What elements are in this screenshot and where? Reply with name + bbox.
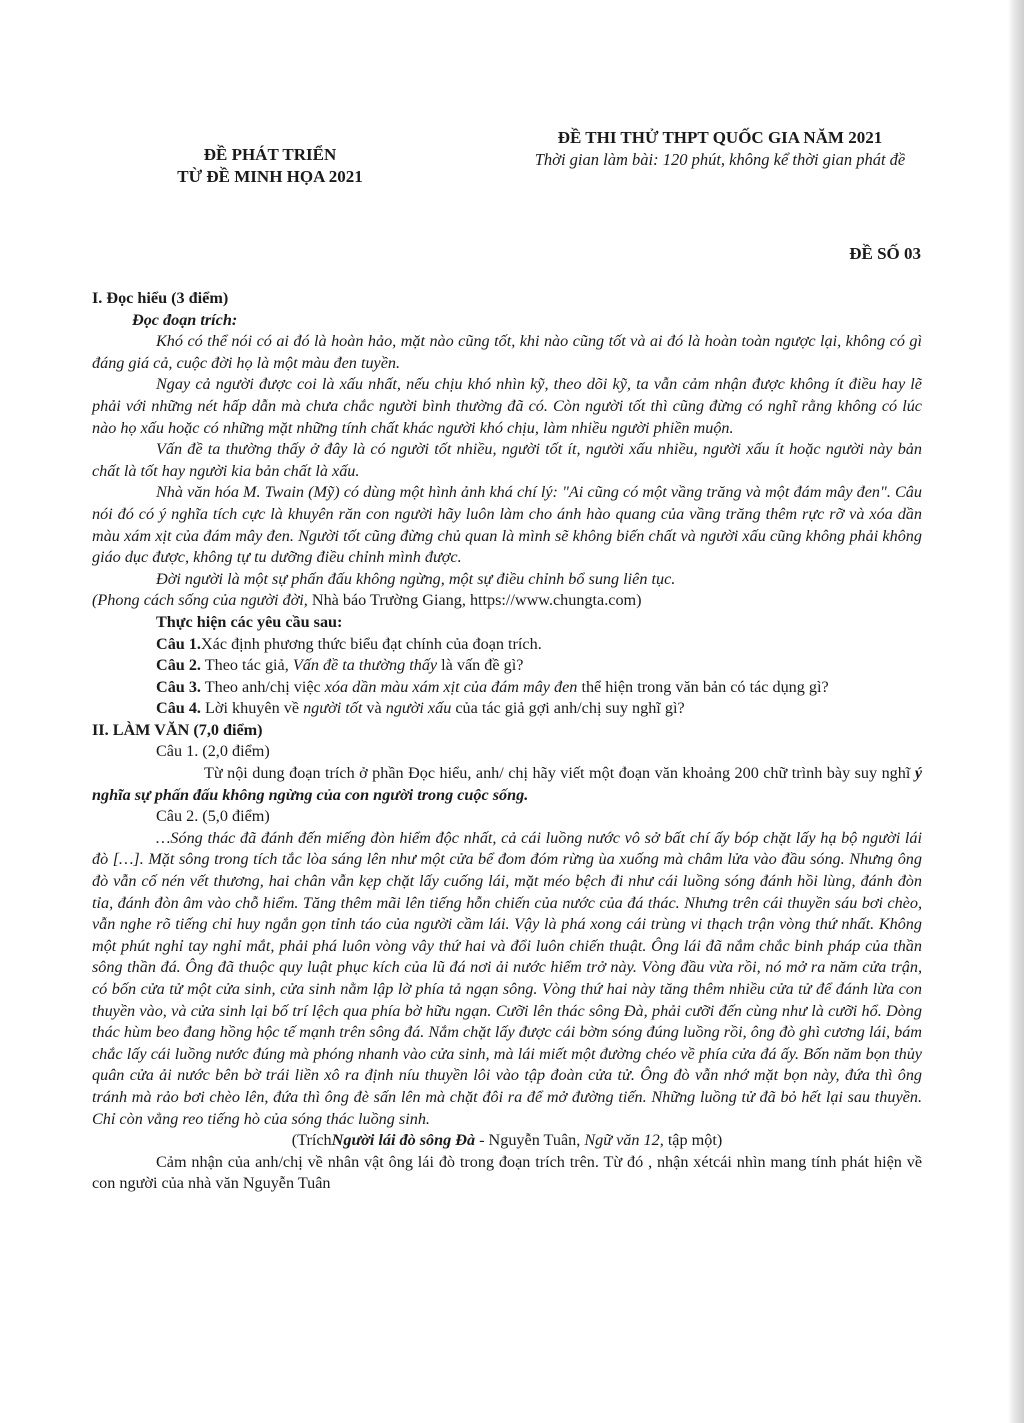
question-4-text-end: của tác giả gợi anh/chị suy nghĩ gì? [451,699,685,718]
part2-heading: II. LÀM VĂN (7,0 điểm) [92,720,263,739]
question-3-label: Câu 3. [156,677,201,696]
read-excerpt-label: Đọc đoạn trích: [132,310,238,329]
question-3-text: Theo anh/chị việc [200,677,325,696]
exam-source-header [100,144,440,188]
passage-paragraph: Nhà văn hóa M. Twain (Mỹ) có dùng một hình ảnh khá chí lý: "Ai cũng có một vầng trăng và một đám mây đen". Câu nói đó có ý nghĩa tích cực là khuyên răn con người hãy luôn làm cho ánh hào quang của vầng trăng thêm rực rỡ và xóa dần màu xám xịt của đám mây đen. Người tốt cũng đừng chủ quan là mình sẽ không biến chất và người xấu cũng không phải không giáo dục được, không tự tu dưỡng điều chỉnh mình được. [92,483,922,567]
question-1 [92,634,922,656]
question-4 [92,698,922,720]
source-title: (Phong cách sống của người đời, [92,591,308,610]
citation-volume: tập một) [663,1131,723,1150]
exam-number: ĐỀ SỐ 03 [849,244,921,263]
question-4-text-mid: và [362,699,386,718]
citation-prefix: (Trích [291,1131,332,1150]
citation-title: Người lái đò sông Đà [331,1131,476,1150]
question-2-label: Câu 2. [156,656,201,675]
exam-title: ĐỀ THI THỬ THPT QUỐC GIA NĂM 2021 [557,128,883,147]
question-1-text: Xác định phương thức biểu đạt chính của đoạn trích. [200,634,542,653]
excerpt-citation [92,1130,922,1152]
passage-paragraph: Đời người là một sự phấn đấu không ngừng, một sự điều chỉnh bổ sung liên tục. [156,569,676,588]
tasks-heading: Thực hiện các yêu cầu sau: [156,612,343,631]
citation-author: - Nguyễn Tuân, [475,1131,585,1150]
page-edge-shadow [1008,0,1024,1423]
source-author: Nhà báo Trường Giang, https://www.chungta.com) [307,591,642,610]
passage-paragraph: Vấn đề ta thường thấy ở đây là có người tốt nhiều, người tốt ít, người xấu nhiều, người xấu ít hoặc người này bản chất là tốt hay người kia bản chất là xấu. [92,440,922,480]
question-2-quote: Vấn đề ta thường thấy [292,656,438,675]
question-2-text-end: là vấn đề gì? [437,656,524,675]
question-4-quote-1: người tốt [303,699,363,718]
exam-body [92,288,922,1195]
passage-paragraph: Ngay cả người được coi là xấu nhất, nếu chịu khó nhìn kỹ, theo dõi kỹ, ta vẫn cảm nhận được không ít điều hay lẽ phải với những nét hấp dẫn mà chưa chắc người bình thường đã có. Còn người tốt thì cũng đừng có nghĩ rằng không có lúc nào họ xấu hoặc có những mặt những tính chất khác người khó chịu, làm nhiều người phiền muộn. [92,375,922,437]
essay-question-2-task: Cảm nhận của anh/chị về nhân vật ông lái đò trong đoạn trích trên. Từ đó , nhận xétcái nhìn mang tính phát hiện về con người của nhà văn Nguyễn Tuân [92,1152,922,1193]
exam-title-header [470,127,970,171]
essay-question-2-label: Câu 2. (5,0 điểm) [156,807,270,826]
header-left-line1: ĐỀ PHÁT TRIỂN [203,145,337,164]
question-1-label: Câu 1. [156,634,201,653]
essay-question-1-text: Từ nội dung đoạn trích ở phần Đọc hiểu, anh/ chị hãy viết một đoạn văn khoảng 200 chữ trình bày suy nghĩ [204,764,915,783]
essay-question-1-topic: ý nghĩa sự phấn đấu không ngừng của con người trong cuộc sống. [92,764,922,804]
literary-excerpt: …Sóng thác đã đánh đến miếng đòn hiểm độc nhất, cả cái luồng nước vô sở bất chí ấy bóp chặt lấy hạ bộ người lái đò […]. Mặt sông trong tích tắc lòa sáng lên như một cửa bể đom đóm rừng ùa xuống mà châm lửa vào đầu sóng. Nhưng ông đò vẫn cố nén vết thương, hai chân vẫn kẹp chặt lấy cuống lái, mặt méo bệch đi như cái luồng sóng đánh hồi lùng, đánh đòn tỉa, đánh đòn âm vào chỗ hiểm. Tăng thêm mãi lên tiếng hỗn chiến của nước của đá thác. Nhưng trên cái thuyền sáu bơi chèo, vẫn nghe rõ tiếng chỉ huy ngắn gọn tỉnh táo của người cầm lái. Vậy là phá xong cái trùng vi thạch trận vòng thứ nhất. Không một phút nghỉ tay nghỉ mắt, phải phá luôn vòng vây thứ hai và đổi luôn chiến thuật. Ông lái đã nắm chắc binh pháp của thần sông thần đá. Ông đã thuộc quy luật phục kích của lũ đá nơi ải nước hiểm trở này. Vòng đầu vừa rồi, nó mở ra năm cửa trận, có bốn cửa tử một cửa sinh, cửa sinh nằm lập lờ phía tả ngạn sông. Vòng thứ hai này tăng thêm nhiều cửa tử để đánh lừa con thuyền vào, và cửa sinh lại bố trí lệch qua phía bờ hữu ngạn. Cưỡi lên thác sông Đà, phải cưỡi đến cùng như là cưỡi hổ. Dòng thác hùm beo đang hồng hộc tế mạnh trên sông đá. Nắm chặt lấy được cái bờm sóng đúng luồng rồi, ông đò ghì cương lái, bám chắc lấy cái luồng nước đúng mà phóng nhanh vào cửa sinh, mà lái miết một đường chéo về phía cửa đá ấy. Bốn năm bọn thủy quân cửa ải nước bên bờ trái liền xô ra định níu thuyền lôi vào tập đoàn cửa tử. Ông đò vẫn nhớ mặt bọn này, đứa thì ông tránh mà rảo bơi chèo lên, đứa thì ông đè sấn lên mà chặt đôi ra để mở đường tiến. Những luồng tử đã bỏ hết lại sau thuyền. Chỉ còn vẳng reo tiếng hò của sóng thác luồng sinh. [92,828,922,1128]
question-4-text: Lời khuyên về [200,699,304,718]
question-3-text-end: thể hiện trong văn bản có tác dụng gì? [577,677,829,696]
question-3 [92,677,922,699]
essay-question-1 [92,763,922,806]
passage-source [92,590,922,612]
part1-heading: I. Đọc hiểu (3 điểm) [92,289,229,307]
passage-paragraph: Khó có thể nói có ai đó là hoàn hảo, mặt nào cũng tốt, khi nào cũng tốt và ai đó là hoàn toàn ngược lại, không có gì đáng giá cả, cuộc đời họ là một màu đen tuyền. [92,332,922,372]
citation-book: Ngữ văn 12, [584,1131,664,1150]
question-2-text: Theo tác giả, [200,656,293,675]
question-4-quote-2: người xấu [385,699,452,718]
question-2 [92,655,922,677]
essay-question-1-label: Câu 1. (2,0 điểm) [156,742,270,761]
header-left-line2: TỪ ĐỀ MINH HỌA 2021 [177,167,363,186]
question-4-label: Câu 4. [156,699,201,718]
question-3-quote: xóa dần màu xám xịt của đám mây đen [324,677,578,696]
exam-time-note: Thời gian làm bài: 120 phút, không kể thời gian phát đề [534,150,906,169]
